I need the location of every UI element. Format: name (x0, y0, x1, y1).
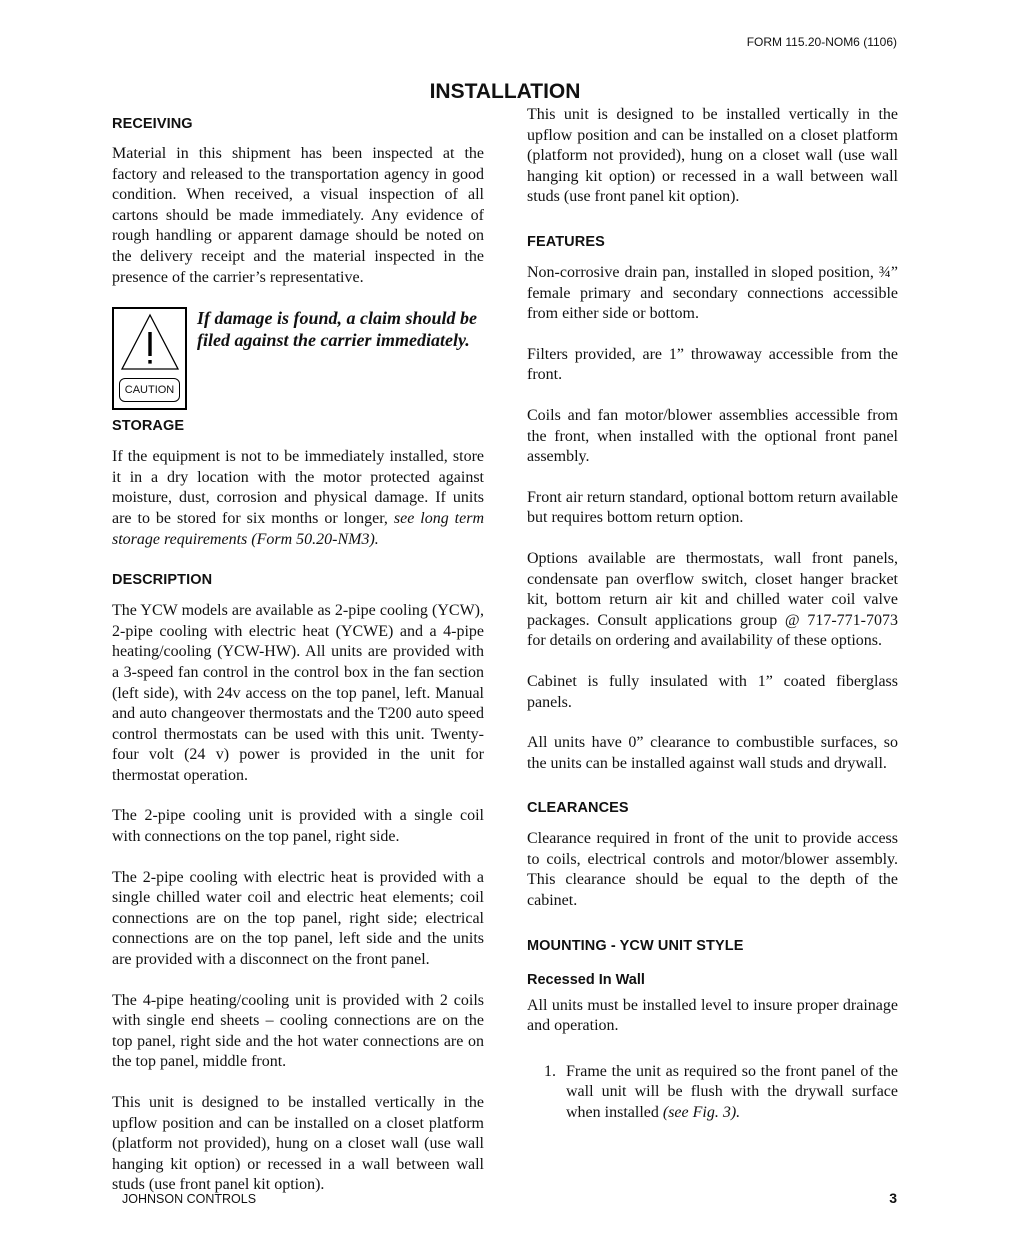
clearances-text: Clearance required in front of the unit to provide access to coils, electrical controls and motor/blower assembly. This clearance should be equal to the depth of the cabinet. (527, 830, 898, 910)
caution-box (112, 307, 187, 410)
receiving-text: Material in this shipment has been inspected at the factory and released to the transportation agency in good condition. When received, a visual inspection of all cartons should be made immediately. Any evidence of rough handling or apparent damage should be noted on the delivery receipt and the material inspected in the presence of the carrier’s representative. (112, 145, 484, 286)
mounting-subheading: Recessed In Wall (527, 971, 645, 988)
page-title: INSTALLATION (429, 80, 581, 103)
features-paragraph: All units have 0” clearance to combustible surfaces, so the units can be installed against wall studs and drywall. (527, 734, 898, 772)
description-paragraph: This unit is designed to be installed vertically in the upflow position and can be installed on a closet platform (platform not provided), hung on a closet wall (use wall hanging kit option) or recessed in a wall between wall studs (use front panel kit option). (112, 1094, 484, 1194)
description-heading: DESCRIPTION (112, 572, 213, 589)
mounting-text: All units must be installed level to insure proper drainage and operation. (527, 996, 898, 1035)
step-number: 1. (544, 1062, 556, 1080)
features-heading: FEATURES (527, 234, 605, 250)
features-paragraph: Options available are thermostats, wall front panels, condensate pan overflow switch, closet hanger bracket kit, bottom return air kit and chilled water coil valve packages. Consult applications group @ 717-771-7073 for details on ordering and availability of these options. (527, 549, 898, 650)
page-number: 3 (889, 1190, 897, 1206)
left-column (112, 116, 485, 1194)
caution-label: CAUTION (119, 378, 180, 402)
description-paragraph: The 4-pipe heating/cooling unit is provided with 2 coils with single end sheets – cooling connections are on the top panel, right side and the hot water connections are on the top panel, middle front. (112, 991, 484, 1071)
features-paragraph: Non-corrosive drain pan, installed in sloped position, ¾” female primary and secondary connections accessible from either side or bottom. (527, 264, 898, 323)
right-column (527, 106, 898, 1124)
receiving-heading: RECEIVING (112, 116, 193, 132)
step-text: Frame the unit as required so the front panel of the wall unit will be flush with the drywall surface when installed (see Fig. 3). (566, 1062, 898, 1122)
storage-text: If the equipment is not to be immediately installed, store it in a dry location with the motor protected against moisture, dust, corrosion and physical damage. If units are to be stored for six months or longer, see long term storage requirements (Form 50.20-NM3). (112, 448, 485, 548)
description-continued: This unit is designed to be installed vertically in the upflow position and can be installed on a closet platform (platform not provided), hung on a closet wall (use wall hanging kit option) or recessed in a wall between wall studs (use front panel kit option). (527, 106, 898, 206)
features-paragraph: Front air return standard, optional bottom return available but requires bottom return option. (527, 488, 898, 527)
footer-company: JOHNSON CONTROLS (122, 1192, 257, 1206)
storage-heading: STORAGE (112, 418, 185, 435)
caution-notice (112, 307, 484, 410)
mounting-steps (527, 1062, 898, 1124)
caution-text: If damage is found, a claim should be filed against the carrier immediately. (197, 308, 478, 351)
description-paragraph: The 2-pipe cooling with electric heat is provided with a single chilled water coil and electric heat elements; coil connections are on the top panel, right side; electrical connections are on the top panel, left side and the units are provided with a disconnect on the front panel. (112, 868, 484, 969)
mounting-step (527, 1062, 898, 1124)
warning-triangle-icon (120, 312, 180, 372)
description-paragraph: The 2-pipe cooling unit is provided with a single coil with connections on the top panel, right side. (112, 807, 484, 846)
form-code: FORM 115.20-NOM6 (1106) (746, 35, 897, 49)
mounting-heading: MOUNTING - YCW UNIT STYLE (527, 937, 744, 954)
features-paragraph: Cabinet is fully insulated with 1” coated fiberglass panels. (527, 672, 898, 711)
clearances-heading: CLEARANCES (527, 800, 629, 817)
description-paragraph: The YCW models are available as 2-pipe cooling (YCW), 2-pipe cooling with electric heat (YCWE) and a 4-pipe heating/cooling (YCW-HW). All units are provided with a 3-speed fan control in the control box in the fan section (left side), with 24v access on the top panel, left. Manual and auto changeover thermostats and the T200 auto speed control thermostats can be used with this unit. Twenty-four volt (24 v) power is provided in the unit for thermostat operation. (112, 602, 484, 784)
features-paragraph: Filters provided, are 1” throwaway accessible from the front. (527, 345, 898, 384)
features-paragraph: Coils and fan motor/blower assemblies accessible from the front, when installed with the optional front panel assembly. (527, 406, 898, 466)
